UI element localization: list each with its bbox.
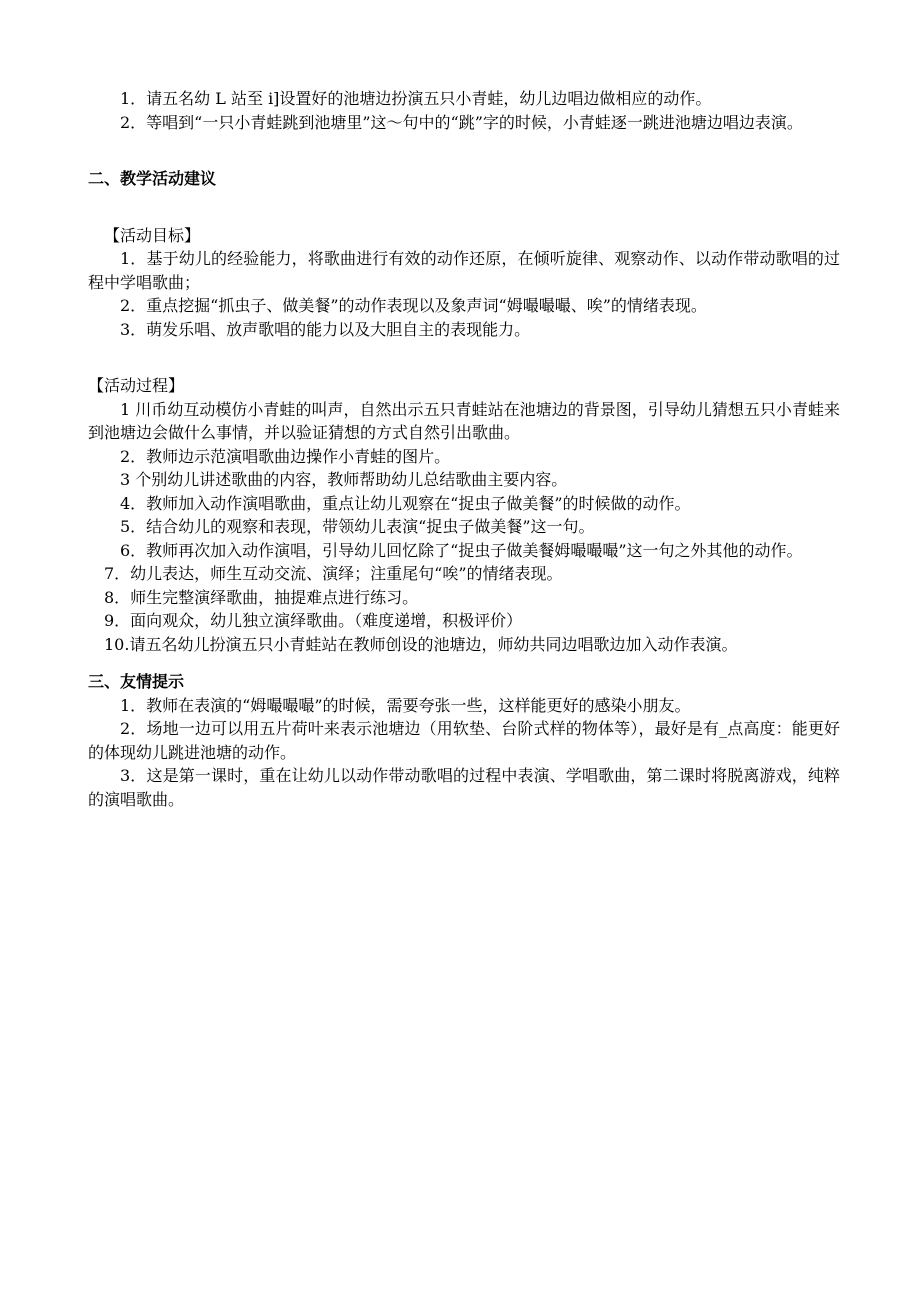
- goal-item-3: 3．萌发乐唱、放声歌唱的能力以及大胆自主的表现能力。: [120, 319, 531, 339]
- tip-item-3: 3．这是第一课时，重在让幼儿以动作带动歌唱的过程中表演、学唱歌曲，第二课时将脱离游戏，纯粹的演唱歌曲。: [88, 766, 840, 809]
- goals-title: 【活动目标】: [104, 225, 201, 245]
- intro-item-2: 2．等唱到“一只小青蛙跳到池塘里”这～句中的“跳”字的时候，小青蛙逐一跳进池塘边唱边表演。: [120, 112, 803, 132]
- spacer: [88, 191, 840, 224]
- spacer: [88, 656, 840, 670]
- process-item-3: 3 个别幼儿讲述歌曲的内容，教师帮助幼儿总结歌曲主要内容。: [120, 470, 568, 489]
- process-item-2: 2．教师边示范演唱歌曲边操作小青蛙的图片。: [120, 446, 451, 466]
- spacer: [88, 134, 840, 167]
- process-item-7: 7．幼儿表达，师生互动交流、演绎；注重尾句“唉”的情绪表现。: [104, 564, 563, 583]
- process-item-8: 8．师生完整演绎歌曲，抽提难点进行练习。: [104, 587, 419, 607]
- process-item-10: 10.请五名幼儿扮演五只小青蛙站在教师创设的池塘边，师幼共同边唱歌边加入动作表演。: [104, 634, 738, 654]
- process-item-4: 4．教师加入动作演唱歌曲，重点让幼儿观察在“捉虫子做美餐”的时候做的动作。: [120, 493, 691, 513]
- process-item-5: 5．结合幼儿的观察和表现，带领幼儿表演“捉虫子做美餐”这一句。: [120, 517, 595, 536]
- process-item-1: 1 川币幼互动模仿小青蛙的叫声，自然出示五只青蛙站在池塘边的背景图，引导幼儿猜想五只小青蛙来到池塘边会做什么事情，并以验证猜想的方式自然引出歌曲。: [88, 399, 840, 442]
- intro-item-1: 1．请五名幼 L 站至 i]设置好的池塘边扮演五只小青蛙，幼儿边唱边做相应的动作。: [120, 89, 712, 108]
- goal-item-2: 2．重点挖掘“抓虫子、做美餐”的动作表现以及象声词“姆嘬嘬嘬、唉”的情绪表现。: [120, 296, 707, 315]
- section-3-heading: 三、友情提示: [88, 672, 185, 691]
- process-item-6: 6．教师再次加入动作演唱，引导幼儿回忆除了“捉虫子做美餐姆嘬嘬嘬”这一句之外其他的动作。: [120, 540, 803, 560]
- section-2-heading: 二、教学活动建议: [88, 169, 217, 188]
- spacer: [88, 341, 840, 374]
- tip-item-2: 2．场地一边可以用五片荷叶来表示池塘边（用软垫、台阶式样的物体等），最好是有_点高度：能更好的体现幼儿跳进池塘的动作。: [88, 719, 840, 762]
- document-page: [88, 87, 840, 811]
- goal-item-1: 1．基于幼儿的经验能力，将歌曲进行有效的动作还原，在倾听旋律、观察动作、以动作带动歌唱的过程中学唱歌曲；: [88, 249, 840, 292]
- process-title: 【活动过程】: [88, 376, 185, 395]
- tip-item-1: 1．教师在表演的“姆嘬嘬嘬”的时候，需要夸张一些，这样能更好的感染小朋友。: [120, 695, 691, 715]
- process-item-9: 9．面向观众，幼儿独立演绎歌曲。（难度递增，积极评价）: [104, 611, 523, 630]
